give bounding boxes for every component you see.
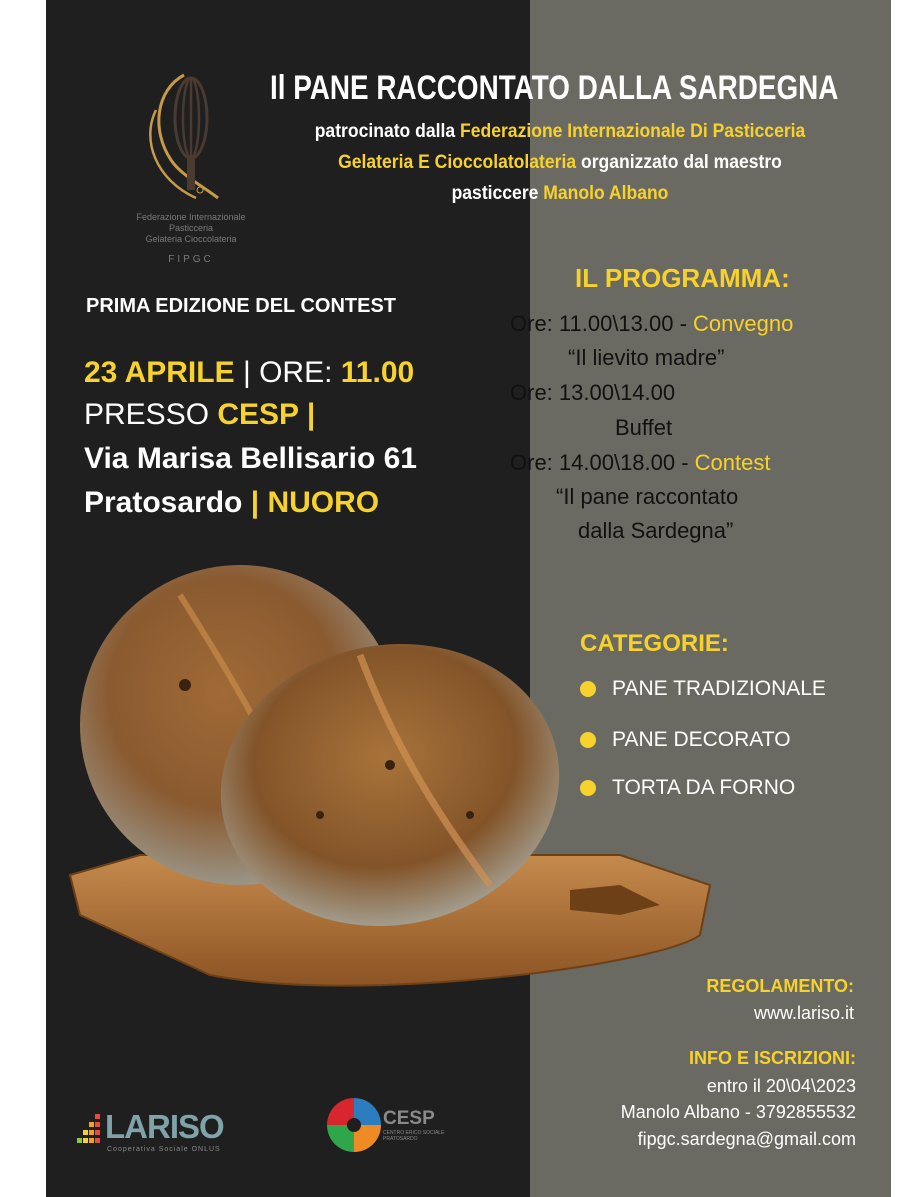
- poster-subtitle: patrocinato dalla Federazione Internazionale Di Pasticceria Gelateria E Cioccolatolateria organizzato dal maestro pasticcere Manolo Albano: [314, 120, 806, 204]
- cesp-logo: CESP CENTRO ERICO SOCIALE PRATOSARDO: [325, 1096, 455, 1156]
- right-edge: [891, 0, 901, 1197]
- category-item: TORTA DA FORNO: [580, 776, 795, 800]
- event-date: 23 APRILE | ORE: 11.00: [84, 356, 415, 389]
- program-title: IL PROGRAMMA:: [575, 263, 790, 293]
- category-item: PANE TRADIZIONALE: [580, 677, 826, 701]
- lariso-dots-icon: [75, 1112, 105, 1146]
- program-row-2-desc: Buffet: [615, 415, 673, 440]
- program-row-3: Ore: 14.00\18.00 - Contest: [510, 450, 771, 475]
- categories-title: CATEGORIE:: [580, 630, 729, 657]
- rules-link[interactable]: www.lariso.it: [753, 1003, 854, 1023]
- event-city: Pratosardo | NUORO: [84, 486, 380, 519]
- whisk-logo-icon: [126, 70, 256, 210]
- bread-illustration: [60, 555, 720, 1015]
- program-row-1: Ore: 11.00\13.00 - Convegno: [510, 311, 794, 336]
- info-title: INFO E ISCRIZIONI:: [688, 1048, 856, 1068]
- category-item: PANE DECORATO: [580, 728, 791, 752]
- program-row-1-desc: “Il lievito madre”: [568, 345, 725, 370]
- puzzle-logo-icon: [325, 1096, 383, 1154]
- fipgc-logo-text: Federazione Internazionale Pasticceria Gelateria Cioccolateria: [136, 212, 246, 244]
- info-contact: Manolo Albano - 3792855532: [620, 1102, 856, 1122]
- info-email[interactable]: fipgc.sardegna@gmail.com: [637, 1129, 856, 1149]
- fipgc-abbr: FIPGC: [168, 254, 214, 265]
- fipgc-logo: [126, 70, 256, 270]
- rules-title: REGOLAMENTO:: [706, 976, 854, 996]
- poster-title: Il PANE RACCONTATO DALLA SARDEGNA: [270, 69, 839, 107]
- lariso-logo: LARISO Cooperativa Sociale ONLUS: [75, 1108, 245, 1158]
- info-deadline: entro il 20\04\2023: [706, 1076, 856, 1096]
- program-row-2: Ore: 13.00\14.00: [510, 380, 676, 405]
- event-venue: PRESSO CESP |: [84, 398, 316, 431]
- program-row-3-desc-1: “Il pane raccontato: [556, 484, 739, 509]
- contest-edition: PRIMA EDIZIONE DEL CONTEST: [86, 295, 397, 317]
- program-row-3-desc-2: dalla Sardegna”: [578, 518, 734, 543]
- event-address: Via Marisa Bellisario 61: [84, 442, 417, 475]
